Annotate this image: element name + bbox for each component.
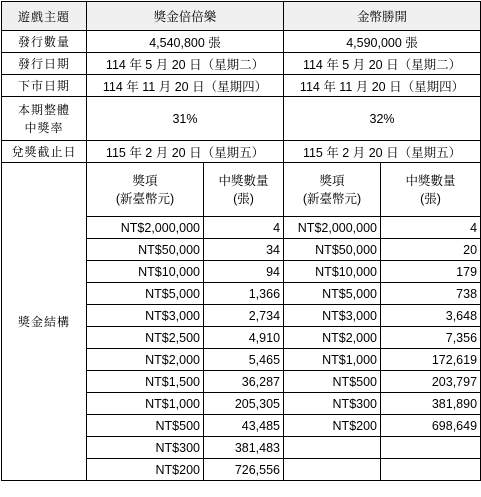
- game2-prize: NT$200: [284, 415, 381, 437]
- issue-row: [2, 31, 481, 53]
- winrate-label-line1: 本期整體: [17, 102, 70, 117]
- winrate-label: [2, 97, 87, 141]
- game1-prize: NT$5,000: [87, 283, 204, 305]
- issue-label: 發行數量: [2, 31, 87, 53]
- game2-count: 172,619: [381, 349, 481, 371]
- game1-winrate: 31%: [87, 97, 284, 141]
- game2-prize-col-line1: 獎項: [319, 173, 345, 188]
- game1-deadline: 115 年 2 月 20 日（星期五）: [87, 141, 284, 163]
- game1-count: 94: [204, 261, 284, 283]
- game2-prize: NT$5,000: [284, 283, 381, 305]
- game2-count: 203,797: [381, 371, 481, 393]
- offmarket-row: [2, 75, 481, 97]
- game2-deadline: 115 年 2 月 20 日（星期五）: [284, 141, 481, 163]
- game1-count-col-line1: 中獎數量: [218, 173, 269, 188]
- game1-prize-col-header: [87, 163, 204, 217]
- game2-count: [381, 459, 481, 481]
- game1-issue: 4,540,800 張: [87, 31, 284, 53]
- release-row: [2, 53, 481, 75]
- game1-count-col-header: [204, 163, 284, 217]
- game2-count-col-line2: (張): [420, 191, 441, 206]
- game2-count: 381,890: [381, 393, 481, 415]
- game1-count: 4: [204, 217, 284, 239]
- game2-prize: [284, 437, 381, 459]
- game1-prize: NT$1,000: [87, 393, 204, 415]
- game1-prize: NT$3,000: [87, 305, 204, 327]
- game1-count: 2,734: [204, 305, 284, 327]
- prize-header-row: [2, 163, 481, 217]
- game2-prize: NT$1,000: [284, 349, 381, 371]
- game2-count-col-header: [381, 163, 481, 217]
- game2-prize: [284, 459, 381, 481]
- lottery-info-table: [1, 1, 481, 481]
- game2-prize: NT$500: [284, 371, 381, 393]
- release-label: 發行日期: [2, 53, 87, 75]
- game1-release: 114 年 5 月 20 日（星期二）: [87, 53, 284, 75]
- game2-release: 114 年 5 月 20 日（星期二）: [284, 53, 481, 75]
- header-row: [2, 2, 481, 31]
- game1-count-col-line2: (張): [233, 191, 254, 206]
- game2-count: 3,648: [381, 305, 481, 327]
- game1-prize: NT$500: [87, 415, 204, 437]
- game1-prize: NT$2,500: [87, 327, 204, 349]
- game2-prize: NT$10,000: [284, 261, 381, 283]
- game2-count: 7,356: [381, 327, 481, 349]
- game2-prize: NT$50,000: [284, 239, 381, 261]
- game2-name: 金幣勝開: [284, 2, 481, 31]
- game2-prize-col-line2: (新臺幣元): [302, 191, 362, 206]
- game2-issue: 4,590,000 張: [284, 31, 481, 53]
- game1-count: 726,556: [204, 459, 284, 481]
- deadline-row: [2, 141, 481, 163]
- game1-prize: NT$2,000,000: [87, 217, 204, 239]
- game2-count: 179: [381, 261, 481, 283]
- game2-offmarket: 114 年 11 月 20 日（星期四）: [284, 75, 481, 97]
- game2-prize: NT$300: [284, 393, 381, 415]
- game1-count: 205,305: [204, 393, 284, 415]
- game2-winrate: 32%: [284, 97, 481, 141]
- game2-prize-col-header: [284, 163, 381, 217]
- game2-prize: NT$3,000: [284, 305, 381, 327]
- winrate-label-line2: 中獎率: [24, 120, 64, 135]
- game1-prize: NT$1,500: [87, 371, 204, 393]
- game2-count: 20: [381, 239, 481, 261]
- game1-count: 4,910: [204, 327, 284, 349]
- game2-count-col-line1: 中獎數量: [405, 173, 456, 188]
- game1-count: 5,465: [204, 349, 284, 371]
- game2-prize: NT$2,000: [284, 327, 381, 349]
- game1-prize: NT$300: [87, 437, 204, 459]
- game2-count: 698,649: [381, 415, 481, 437]
- game1-prize: NT$2,000: [87, 349, 204, 371]
- game2-count: [381, 437, 481, 459]
- game1-prize-col-line1: 獎項: [132, 173, 158, 188]
- game1-prize: NT$10,000: [87, 261, 204, 283]
- game1-count: 34: [204, 239, 284, 261]
- game1-prize: NT$50,000: [87, 239, 204, 261]
- game1-count: 381,483: [204, 437, 284, 459]
- deadline-label: 兌獎截止日: [2, 141, 87, 163]
- prize-structure-label: 獎金結構: [2, 163, 87, 481]
- offmarket-label: 下市日期: [2, 75, 87, 97]
- game2-prize: NT$2,000,000: [284, 217, 381, 239]
- header-label: 遊戲主題: [2, 2, 87, 31]
- game2-count: 738: [381, 283, 481, 305]
- game1-count: 1,366: [204, 283, 284, 305]
- game1-prize-col-line2: (新臺幣元): [115, 191, 175, 206]
- game2-count: 4: [381, 217, 481, 239]
- game1-count: 43,485: [204, 415, 284, 437]
- winrate-row: [2, 97, 481, 141]
- game1-count: 36,287: [204, 371, 284, 393]
- game1-prize: NT$200: [87, 459, 204, 481]
- game1-offmarket: 114 年 11 月 20 日（星期四）: [87, 75, 284, 97]
- game1-name: 獎金倍倍樂: [87, 2, 284, 31]
